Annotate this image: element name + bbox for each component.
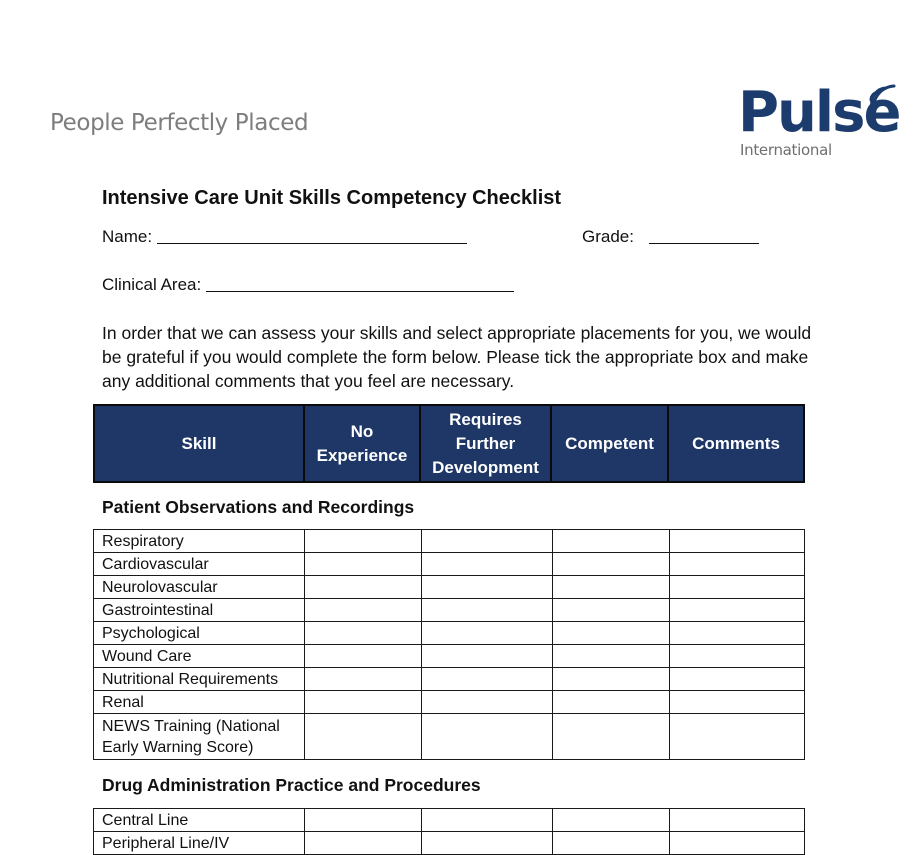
comments-cell[interactable]: [670, 576, 805, 599]
table-row: [94, 530, 805, 553]
grade-label: Grade:: [582, 227, 634, 246]
col-skill: Skill: [95, 406, 303, 481]
requires-development-cell[interactable]: [422, 668, 553, 691]
signal-waves-icon: [868, 84, 898, 118]
requires-development-cell[interactable]: [422, 645, 553, 668]
table-row: [94, 599, 805, 622]
no-experience-cell[interactable]: [305, 599, 422, 622]
table-row: [94, 809, 805, 832]
no-experience-cell[interactable]: [305, 691, 422, 714]
requires-development-cell[interactable]: [422, 809, 553, 832]
comments-cell[interactable]: [670, 668, 805, 691]
skill-name: Wound Care: [94, 645, 305, 668]
no-experience-cell[interactable]: [305, 809, 422, 832]
no-experience-cell[interactable]: [305, 714, 422, 760]
skill-name: Respiratory: [94, 530, 305, 553]
skill-name: Renal: [94, 691, 305, 714]
name-label: Name:: [102, 227, 153, 246]
logo-subtitle: International: [740, 141, 832, 159]
requires-development-cell[interactable]: [422, 599, 553, 622]
requires-development-cell[interactable]: [422, 714, 553, 760]
section-title: Patient Observations and Recordings: [102, 497, 415, 517]
table-row: [94, 691, 805, 714]
logo-wordmark: Pulse: [738, 80, 900, 145]
competent-cell[interactable]: [553, 622, 670, 645]
competent-cell[interactable]: [553, 832, 670, 855]
table-row: [94, 553, 805, 576]
competent-cell[interactable]: [553, 599, 670, 622]
comments-cell[interactable]: [670, 645, 805, 668]
col-no-experience: No Experience: [305, 406, 419, 481]
table-header: [93, 404, 805, 483]
no-experience-cell[interactable]: [305, 645, 422, 668]
table-row: [94, 645, 805, 668]
form-title: Intensive Care Unit Skills Competency Checklist: [102, 187, 562, 209]
clinical-area-label: Clinical Area:: [102, 275, 202, 294]
competent-cell[interactable]: [553, 553, 670, 576]
col-competent: Competent: [552, 406, 667, 481]
pulse-logo: [738, 80, 898, 170]
skill-name: NEWS Training (National Early Warning Score): [94, 714, 305, 760]
comments-cell[interactable]: [670, 622, 805, 645]
intro-paragraph: In order that we can assess your skills and select appropriate placements for you, we would be grateful if you would complete the form below. Please tick the appropriate box and make any additional comments that you feel are necessary.: [102, 323, 812, 391]
grade-field[interactable]: [582, 227, 759, 247]
comments-cell[interactable]: [670, 691, 805, 714]
clinical-area-input-line[interactable]: [206, 275, 514, 292]
competent-cell[interactable]: [553, 691, 670, 714]
table-row: [94, 576, 805, 599]
skill-name: Gastrointestinal: [94, 599, 305, 622]
no-experience-cell[interactable]: [305, 530, 422, 553]
comments-cell[interactable]: [670, 553, 805, 576]
name-input-line[interactable]: [157, 227, 467, 244]
skills-table: [93, 808, 805, 855]
comments-cell[interactable]: [670, 832, 805, 855]
skill-name: Nutritional Requirements: [94, 668, 305, 691]
requires-development-cell[interactable]: [422, 832, 553, 855]
section-title: Drug Administration Practice and Procedures: [102, 775, 481, 795]
section-2-rows: [94, 809, 805, 855]
requires-development-cell[interactable]: [422, 691, 553, 714]
table-row: [94, 832, 805, 855]
no-experience-cell[interactable]: [305, 576, 422, 599]
comments-cell[interactable]: [670, 599, 805, 622]
no-experience-cell[interactable]: [305, 668, 422, 691]
skills-table: [93, 529, 805, 760]
competent-cell[interactable]: [553, 645, 670, 668]
col-requires-development: Requires Further Development: [421, 406, 550, 481]
competent-cell[interactable]: [553, 530, 670, 553]
competent-cell[interactable]: [553, 809, 670, 832]
comments-cell[interactable]: [670, 809, 805, 832]
competent-cell[interactable]: [553, 668, 670, 691]
competent-cell[interactable]: [553, 576, 670, 599]
tagline: People Perfectly Placed: [50, 110, 309, 136]
table-row: [94, 714, 805, 760]
skill-name: Peripheral Line/IV: [94, 832, 305, 855]
no-experience-cell[interactable]: [305, 553, 422, 576]
skill-name: Cardiovascular: [94, 553, 305, 576]
skill-name: Psychological: [94, 622, 305, 645]
section-1-rows: [94, 530, 805, 760]
clinical-area-field[interactable]: [102, 275, 514, 295]
requires-development-cell[interactable]: [422, 576, 553, 599]
comments-cell[interactable]: [670, 530, 805, 553]
no-experience-cell[interactable]: [305, 622, 422, 645]
name-field[interactable]: [102, 227, 467, 247]
skill-name: Central Line: [94, 809, 305, 832]
skill-name: Neurolovascular: [94, 576, 305, 599]
no-experience-cell[interactable]: [305, 832, 422, 855]
table-row: [94, 668, 805, 691]
requires-development-cell[interactable]: [422, 622, 553, 645]
requires-development-cell[interactable]: [422, 530, 553, 553]
grade-input-line[interactable]: [649, 227, 759, 244]
col-comments: Comments: [669, 406, 803, 481]
table-row: [94, 622, 805, 645]
competent-cell[interactable]: [553, 714, 670, 760]
comments-cell[interactable]: [670, 714, 805, 760]
requires-development-cell[interactable]: [422, 553, 553, 576]
